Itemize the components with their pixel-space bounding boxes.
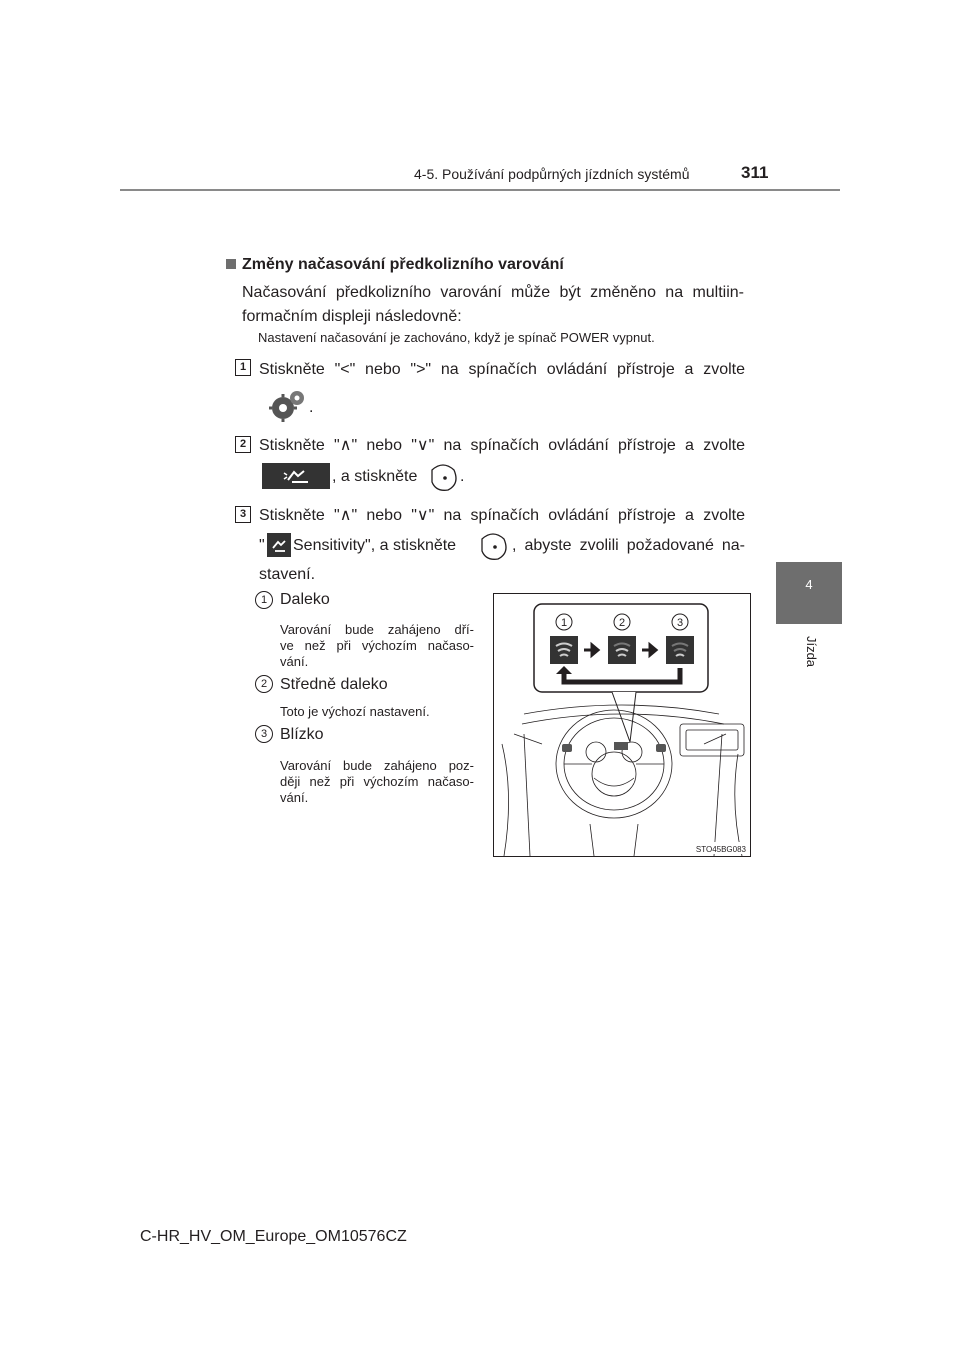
running-header: 4-5. Používání podpůrných jízdních systémů	[414, 166, 690, 182]
chapter-number: 4	[805, 577, 813, 592]
step-3-end: , abyste zvolili požadované na-	[512, 537, 745, 554]
pcs-sensitivity-icon	[267, 533, 291, 557]
option-title: Daleko	[280, 591, 330, 608]
bullet-square-icon	[226, 259, 236, 269]
header-rule	[120, 189, 840, 191]
option-title: Středně daleko	[280, 676, 388, 693]
step-3-line3: stavení.	[259, 566, 316, 583]
dashboard-illustration	[493, 593, 751, 857]
option-desc: Toto je výchozí nastavení.	[280, 704, 430, 719]
step-2-end: .	[460, 468, 465, 485]
chapter-label	[782, 628, 838, 678]
intro-line-2: formačním displeji následovně:	[242, 308, 462, 325]
note-text: Nastavení načasování je zachováno, když je spínač POWER vypnut.	[258, 330, 655, 345]
step-number: 1	[235, 359, 251, 376]
step-3-quote: "	[259, 537, 265, 554]
page-number: 311	[741, 163, 769, 182]
step-number: 2	[235, 436, 251, 453]
figure-code: STO45BG083	[695, 845, 746, 854]
option-title: Blízko	[280, 726, 324, 743]
step-1-end: .	[309, 399, 314, 416]
intro-paragraph	[242, 281, 744, 329]
settings-gears-icon	[267, 388, 307, 427]
figure-label: 2	[618, 617, 626, 629]
step-1-text: Stiskněte "<" nebo ">" na spínačích ovládání přístroje a zvolte	[259, 361, 745, 378]
ok-button-icon	[478, 531, 508, 566]
step-2-text: Stiskněte "∧" nebo "∨" na spínačích ovládání přístroje a zvolte	[259, 437, 745, 454]
step-number: 3	[235, 506, 251, 523]
ok-button-icon	[428, 462, 458, 497]
section-title: Změny načasování předkolizního varování	[226, 256, 564, 274]
option-number: 1	[255, 591, 273, 609]
figure-label: 1	[560, 617, 568, 629]
step-3-mid: Sensitivity", a stiskněte	[293, 537, 457, 554]
option-desc: Varování bude zahájeno poz- ději než při výchozím načaso- vání.	[280, 758, 474, 805]
step-3-text: Stiskněte "∧" nebo "∨" na spínačích ovládání přístroje a zvolte	[259, 507, 745, 524]
option-number: 2	[255, 675, 273, 693]
option-number: 3	[255, 725, 273, 743]
chapter-tab	[776, 562, 842, 624]
step-2-mid: , a stiskněte	[332, 468, 418, 485]
pcs-menu-icon	[262, 463, 330, 489]
chapter-label-text: Jízda	[804, 635, 820, 668]
option-desc: Varování bude zahájeno dří- ve než při výchozím načaso- vání.	[280, 622, 474, 669]
figure-label: 3	[676, 617, 684, 629]
document-id: C-HR_HV_OM_Europe_OM10576CZ	[140, 1228, 407, 1245]
intro-line-1: Načasování předkolizního varování může být změněno na multiin-	[242, 284, 744, 301]
